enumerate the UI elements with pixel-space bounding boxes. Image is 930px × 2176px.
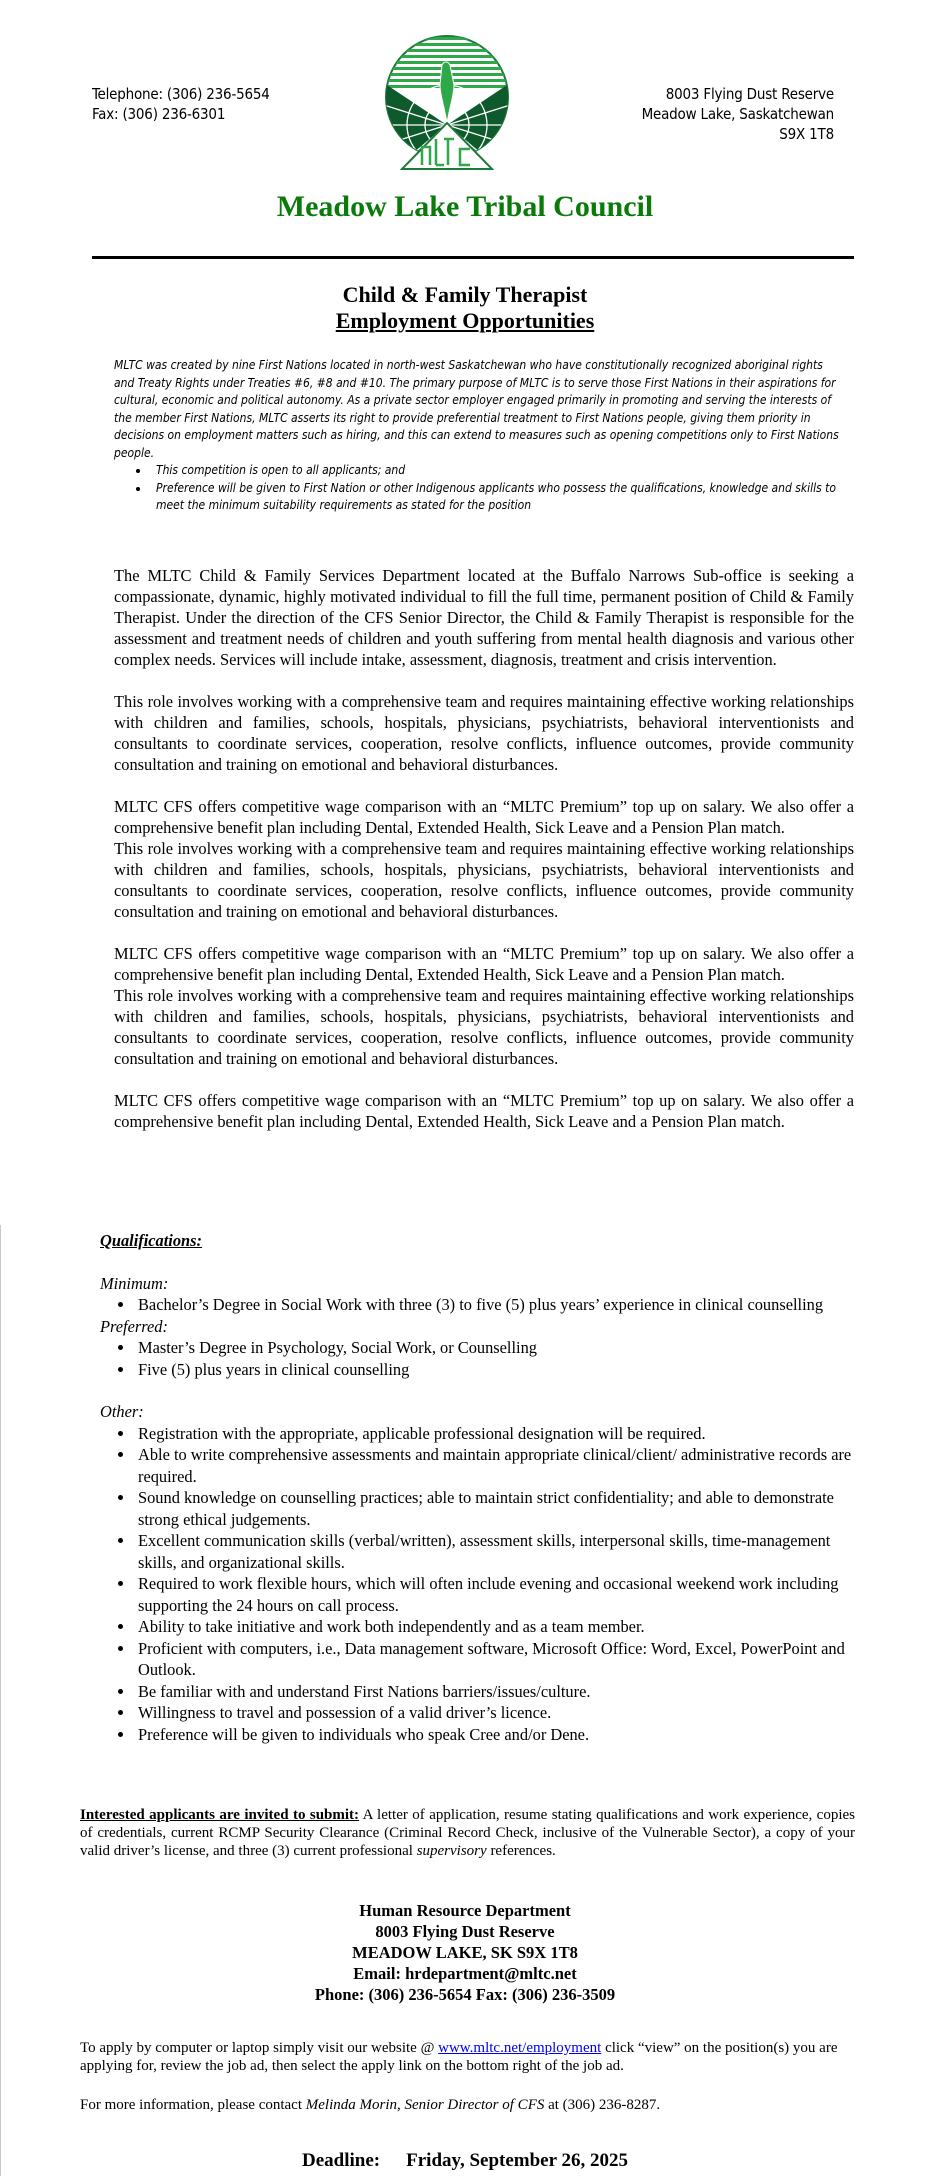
- minimum-list: [100, 1294, 860, 1316]
- header-contact-right: [642, 84, 834, 144]
- list-item: • Willingness to travel and possession of a valid driver’s licence.: [135, 1702, 860, 1724]
- list-item: • Registration with the appropriate, applicable professional designation will be required.: [135, 1423, 860, 1445]
- wage-paragraph: MLTC CFS offers competitive wage comparison with an “MLTC Premium” top up on salary. We also offer a comprehensive benefit plan including Dental, Extended Health, Sick Leave and a Pension Plan match.: [114, 944, 854, 984]
- page-title: Employment Opportunities: [335, 308, 595, 333]
- other-list: [100, 1423, 860, 1746]
- list-item: • Preference will be given to First Nation or other Indigenous applicants who possess the qualifications, knowledge and skills to meet the minimum suitability requirements as stated for the position: [150, 480, 842, 515]
- online-apply-instructions: [80, 2039, 880, 2075]
- list-item: • Sound knowledge on counselling practices; able to maintain strict confidentiality; and able to demonstrate strong ethical judgements.: [135, 1487, 860, 1530]
- role-paragraph: This role involves working with a comprehensive team and requires maintaining effective working relationships with children and families, schools, hospitals, physicians, psychiatrists, behavioral interventionists and consultants to coordinate services, cooperation, resolve conflicts, influence outcomes, provide community consultation and training on emotional and behavioral disturbances.: [114, 839, 854, 921]
- list-item: • Required to work flexible hours, which will often include evening and occasional weekend work including supporting the 24 hours on call process.: [135, 1573, 860, 1616]
- application-instructions: [80, 1806, 855, 1860]
- list-item: • Preference will be given to individuals who speak Cree and/or Dene.: [135, 1724, 860, 1746]
- list-item: • Master’s Degree in Psychology, Social Work, or Counselling: [135, 1337, 860, 1359]
- preferred-list: [100, 1337, 860, 1380]
- contact-person: Melinda Morin, Senior Director of CFS: [305, 2097, 545, 2113]
- preferred-label: Preferred:: [100, 1316, 168, 1336]
- intro-paragraph: The MLTC Child & Family Services Department located at the Buffalo Narrows Sub-office is seeking a compassionate, dynamic, highly motivated individual to fill the full time, permanent position of Child & Family Therapist. Under the direction of the CFS Senior Director, the Child & Family Therapist is responsible for the assessment and treatment needs of children and youth suffering from mental health diagnosis and various other complex needs. Services will include intake, assessment, diagnosis, treatment and crisis intervention.: [114, 566, 854, 669]
- organization-name: Meadow Lake Tribal Council: [276, 190, 654, 223]
- web-text-end: click “view” on the position(s) you are applying for, review the job ad, then select the apply link on the bottom right of the job ad.: [80, 2040, 838, 2074]
- more-info: [80, 2096, 880, 2114]
- role-paragraph: This role involves working with a comprehensive team and requires maintaining effective working relationships with children and families, schools, hospitals, physicians, psychiatrists, behavioral interventionists and consultants to coordinate services, cooperation, resolve conflicts, influence outcomes, provide community consultation and training on emotional and behavioral disturbances.: [114, 986, 854, 1068]
- apply-text-end: references.: [486, 1843, 556, 1859]
- address-line: 8003 Flying Dust Reserve: [665, 85, 834, 103]
- hr-email: Email: hrdepartment@mltc.net: [353, 1964, 577, 1983]
- header-contact-left: [92, 84, 270, 124]
- mltc-logo-icon: [384, 35, 510, 170]
- qualifications-section: [100, 1230, 860, 1745]
- job-description: [114, 565, 854, 1132]
- qualifications-heading: Qualifications:: [100, 1231, 202, 1250]
- wage-paragraph: MLTC CFS offers competitive wage comparison with an “MLTC Premium” top up on salary. We also offer a comprehensive benefit plan including Dental, Extended Health, Sick Leave and a Pension Plan match.: [114, 1091, 854, 1131]
- list-item: • Bachelor’s Degree in Social Work with three (3) to five (5) plus years’ experience in clinical counselling: [135, 1294, 860, 1316]
- fax-text: Fax: (306) 236-6301: [92, 105, 226, 123]
- hr-address: 8003 Flying Dust Reserve: [375, 1922, 555, 1941]
- list-item: • Excellent communication skills (verbal/written), assessment skills, interpersonal skills, time-management skills, and organizational skills.: [135, 1530, 860, 1573]
- hr-department: Human Resource Department: [359, 1901, 571, 1920]
- header-divider: [92, 256, 854, 259]
- disclaimer-list: [114, 462, 842, 515]
- web-text: To apply by computer or laptop simply visit our website @: [80, 2040, 439, 2056]
- apply-text: A letter of application, resume stating qualifications and work experience, copies of credentials, current RCMP Security Clearance (Criminal Record Check, inclusive of the Vulnerable Sector), a copy of your valid driver’s license, and three (3) current professional: [80, 1807, 855, 1859]
- role-paragraph: This role involves working with a comprehensive team and requires maintaining effective working relationships with children and families, schools, hospitals, physicians, psychiatrists, behavioral interventionists and consultants to coordinate services, cooperation, resolve conflicts, influence outcomes, provide community consultation and training on emotional and behavioral disturbances.: [114, 692, 854, 774]
- list-item: • This competition is open to all applicants; and: [150, 462, 842, 480]
- other-label: Other:: [100, 1402, 144, 1421]
- employment-link[interactable]: www.mltc.net/employment: [438, 2040, 602, 2056]
- list-item: • Proficient with computers, i.e., Data management software, Microsoft Office: Word, Excel, PowerPoint and Outlook.: [135, 1638, 860, 1681]
- disclaimer-paragraph: MLTC was created by nine First Nations located in north-west Saskatchewan who have constitutionally recognized aboriginal rights and Treaty Rights under Treaties #6, #8 and #10. The primary purpose of MLTC is to serve those First Nations in their aspirations for cultural, economic and political autonomy. As a private sector employer engaged primarily in promoting and serving the interests of the member First Nations, MLTC asserts its right to provide preferential treatment to First Nations people, giving them priority in decisions on employment matters such as hiring, and this can extend to measures such as opening competitions only to First Nations people.: [114, 358, 839, 460]
- deadline: [0, 2150, 930, 2172]
- telephone-text: Telephone: (306) 236-5654: [92, 85, 270, 103]
- job-title: Child & Family Therapist: [342, 282, 588, 307]
- list-item: • Five (5) plus years in clinical counselling: [135, 1359, 860, 1381]
- hr-phone-fax: Phone: (306) 236-5654 Fax: (306) 236-3509: [314, 1985, 616, 2004]
- mltc-disclaimer: [114, 357, 842, 515]
- postal-code: S9X 1T8: [779, 125, 834, 143]
- apply-emphasis: supervisory: [416, 1843, 487, 1859]
- apply-lead: Interested applicants are invited to submit:: [80, 1807, 360, 1823]
- deadline-date: Friday, September 26, 2025: [406, 2150, 628, 2171]
- list-item: • Able to write comprehensive assessments and maintain appropriate clinical/client/ administrative records are required.: [135, 1444, 860, 1487]
- list-item: • Ability to take initiative and work both independently and as a team member.: [135, 1616, 860, 1638]
- city-line: Meadow Lake, Saskatchewan: [641, 105, 834, 123]
- deadline-label: Deadline:: [302, 2150, 381, 2171]
- hr-contact-block: [0, 1900, 930, 2005]
- more-info-text: For more information, please contact: [80, 2097, 306, 2113]
- minimum-label: Minimum:: [100, 1273, 169, 1293]
- contact-phone: at (306) 236-8287.: [544, 2097, 661, 2113]
- wage-paragraph: MLTC CFS offers competitive wage comparison with an “MLTC Premium” top up on salary. We also offer a comprehensive benefit plan including Dental, Extended Health, Sick Leave and a Pension Plan match.: [114, 797, 854, 837]
- hr-city: MEADOW LAKE, SK S9X 1T8: [352, 1943, 578, 1962]
- list-item: • Be familiar with and understand First Nations barriers/issues/culture.: [135, 1681, 860, 1703]
- page-edge-divider: [0, 1225, 1, 2176]
